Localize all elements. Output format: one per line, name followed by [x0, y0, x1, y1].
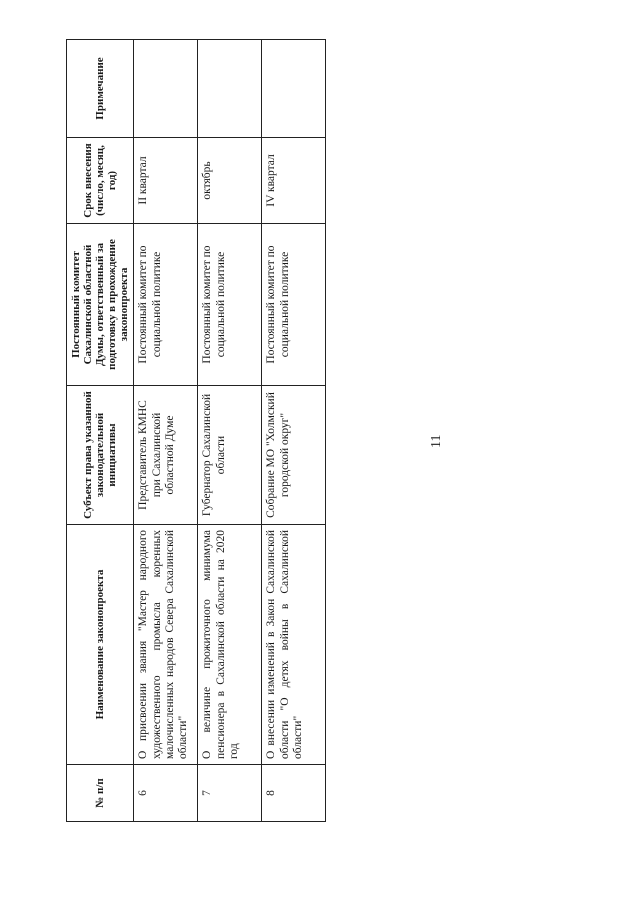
- row-subject: Собрание МО "Холмский городской округ": [262, 386, 326, 525]
- row-number: 7: [198, 765, 262, 822]
- table-row: [262, 40, 326, 822]
- header-number: № п/п: [67, 765, 134, 822]
- legislation-table-wrapper: [66, 40, 318, 822]
- header-note: Примечание: [67, 40, 134, 138]
- row-term: IV квартал: [262, 138, 326, 224]
- row-title: О присвоении звания "Мастер народного художественного промысла коренных малочисленных народов Севера Сахалинской области": [134, 525, 198, 765]
- row-note: [198, 40, 262, 138]
- legislation-table: [66, 39, 326, 822]
- table-row: [198, 40, 262, 822]
- row-term: II квартал: [134, 138, 198, 224]
- table-header-row: [67, 40, 134, 822]
- row-number: 6: [134, 765, 198, 822]
- row-term: октябрь: [198, 138, 262, 224]
- header-title: Наименование законопроекта: [67, 525, 134, 765]
- row-subject: Губернатор Сахалинской области: [198, 386, 262, 525]
- row-committee: Постоянный комитет по социальной политике: [134, 224, 198, 386]
- row-committee: Постоянный комитет по социальной политике: [262, 224, 326, 386]
- header-subject: Субъект права указанной законодательной инициативы: [67, 386, 134, 525]
- row-committee: Постоянный комитет по социальной политике: [198, 224, 262, 386]
- row-subject: Представитель КМНС при Сахалинской областной Думе: [134, 386, 198, 525]
- header-term: Срок внесения (число, месяц, год): [67, 138, 134, 224]
- table-row: [134, 40, 198, 822]
- row-number: 8: [262, 765, 326, 822]
- row-note: [262, 40, 326, 138]
- page-number: 11: [429, 434, 444, 448]
- row-title: О величине прожиточного минимума пенсионера в Сахалинской области на 2020 год: [198, 525, 262, 765]
- header-committee: Постоянный комитет Сахалинской областной Думы, ответственный за подготовку в прохождение законопроекта: [67, 224, 134, 386]
- row-title: О внесении изменений в Закон Сахалинской области "О детях войны в Сахалинской области": [262, 525, 326, 765]
- row-note: [134, 40, 198, 138]
